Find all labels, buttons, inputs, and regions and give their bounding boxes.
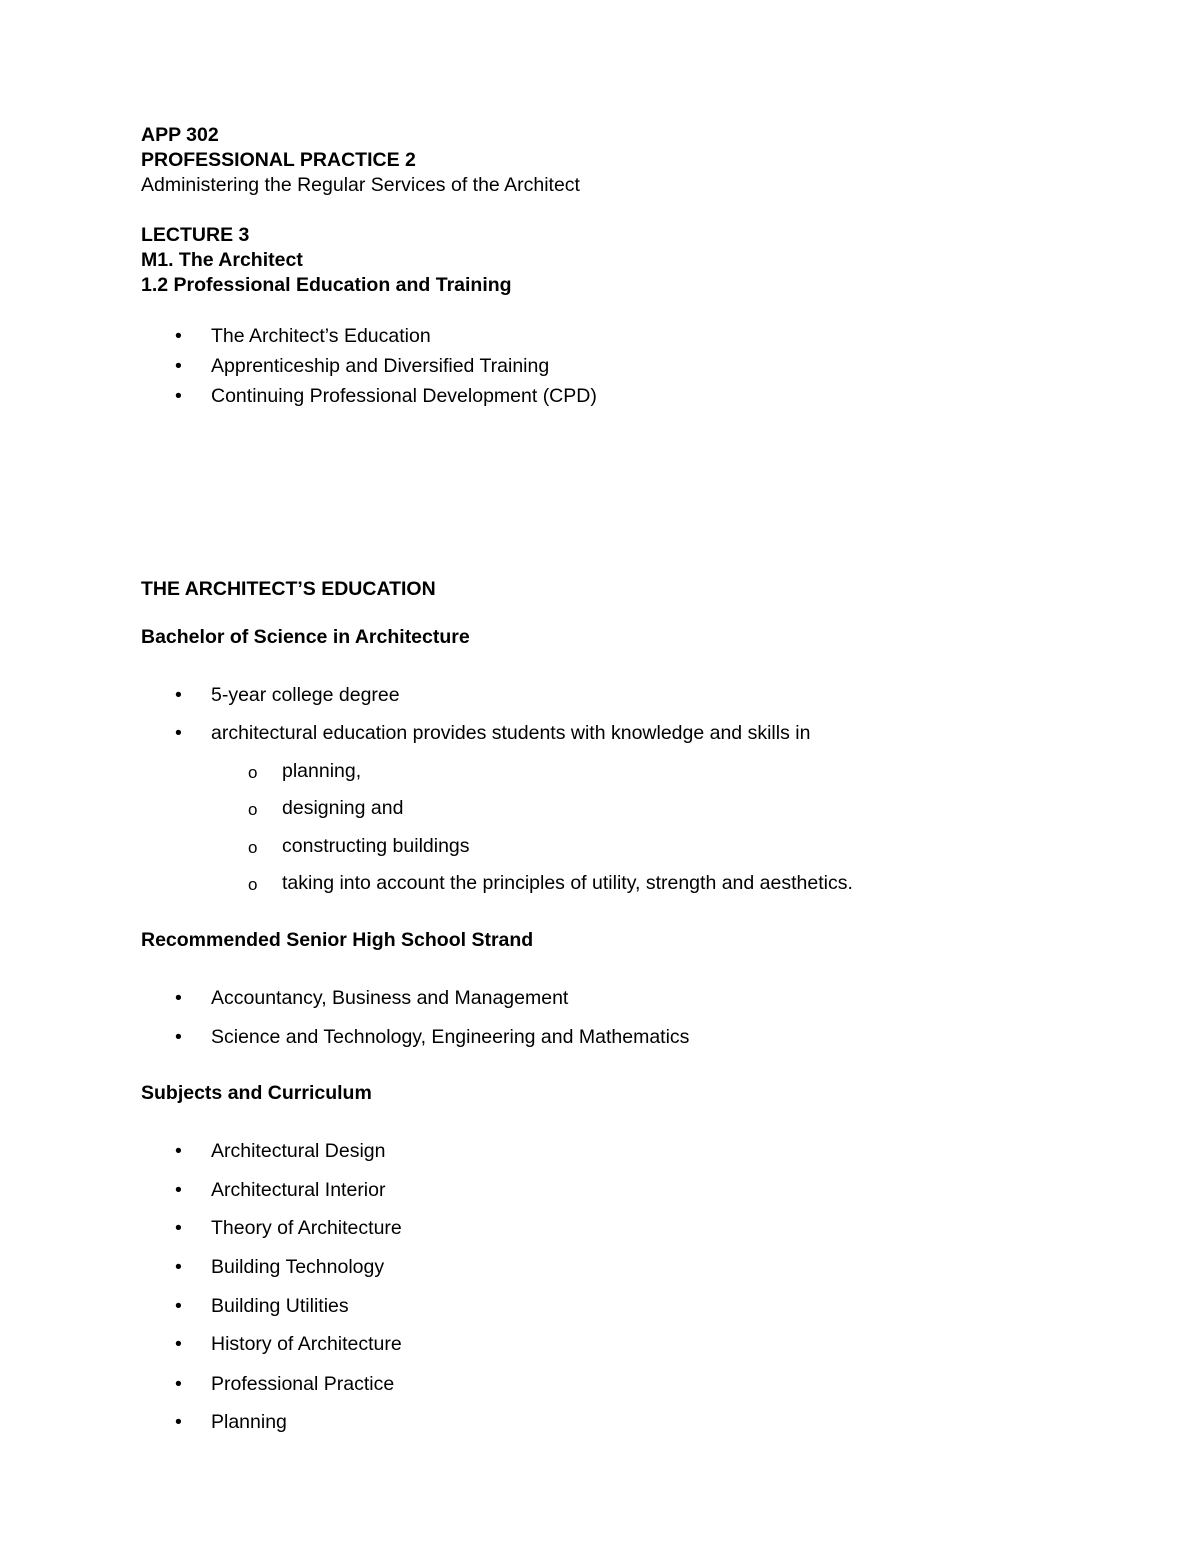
curriculum-item: Architectural Interior (211, 1179, 386, 1201)
circle-bullet-icon: o (248, 763, 258, 782)
curriculum-item: History of Architecture (211, 1333, 402, 1355)
bullet-icon: • (175, 325, 182, 347)
bullet-icon: • (175, 1026, 182, 1048)
curriculum-item: Planning (211, 1411, 287, 1433)
course-title: PROFESSIONAL PRACTICE 2 (141, 149, 416, 171)
bullet-icon: • (175, 987, 182, 1009)
bullet-icon: • (175, 385, 182, 407)
bullet-icon: • (175, 1217, 182, 1239)
circle-bullet-icon: o (248, 838, 258, 857)
degree-point: architectural education provides students with knowledge and skills in (211, 722, 811, 744)
bullet-icon: • (175, 1179, 182, 1201)
lecture-number: LECTURE 3 (141, 224, 250, 246)
degree-heading: Bachelor of Science in Architecture (141, 626, 470, 648)
bullet-icon: • (175, 722, 182, 744)
strand-item: Science and Technology, Engineering and Mathematics (211, 1026, 690, 1048)
outline-item: The Architect’s Education (211, 325, 431, 347)
degree-sub-point: constructing buildings (282, 835, 470, 857)
module-title: M1. The Architect (141, 249, 303, 271)
bullet-icon: • (175, 355, 182, 377)
section-title: THE ARCHITECT’S EDUCATION (141, 578, 436, 600)
degree-sub-point: taking into account the principles of utility, strength and aesthetics. (282, 872, 853, 894)
degree-point: 5-year college degree (211, 684, 400, 706)
bullet-icon: • (175, 1140, 182, 1162)
bullet-icon: • (175, 1411, 182, 1433)
outline-item: Continuing Professional Development (CPD) (211, 385, 597, 407)
degree-sub-point: planning, (282, 760, 362, 782)
curriculum-item: Building Utilities (211, 1295, 349, 1317)
bullet-icon: • (175, 1373, 182, 1395)
strand-heading: Recommended Senior High School Strand (141, 929, 534, 951)
bullet-icon: • (175, 1256, 182, 1278)
curriculum-item: Building Technology (211, 1256, 385, 1278)
circle-bullet-icon: o (248, 875, 258, 894)
curriculum-item: Professional Practice (211, 1373, 395, 1395)
circle-bullet-icon: o (248, 800, 258, 819)
degree-sub-point: designing and (282, 797, 404, 819)
course-subtitle: Administering the Regular Services of the Architect (141, 174, 580, 196)
outline-item: Apprenticeship and Diversified Training (211, 355, 550, 377)
curriculum-item: Theory of Architecture (211, 1217, 402, 1239)
topic-title: 1.2 Professional Education and Training (141, 274, 512, 296)
bullet-icon: • (175, 1333, 182, 1355)
bullet-icon: • (175, 684, 182, 706)
strand-item: Accountancy, Business and Management (211, 987, 569, 1009)
bullet-icon: • (175, 1295, 182, 1317)
course-code: APP 302 (141, 124, 219, 146)
curriculum-heading: Subjects and Curriculum (141, 1082, 372, 1104)
curriculum-item: Architectural Design (211, 1140, 386, 1162)
